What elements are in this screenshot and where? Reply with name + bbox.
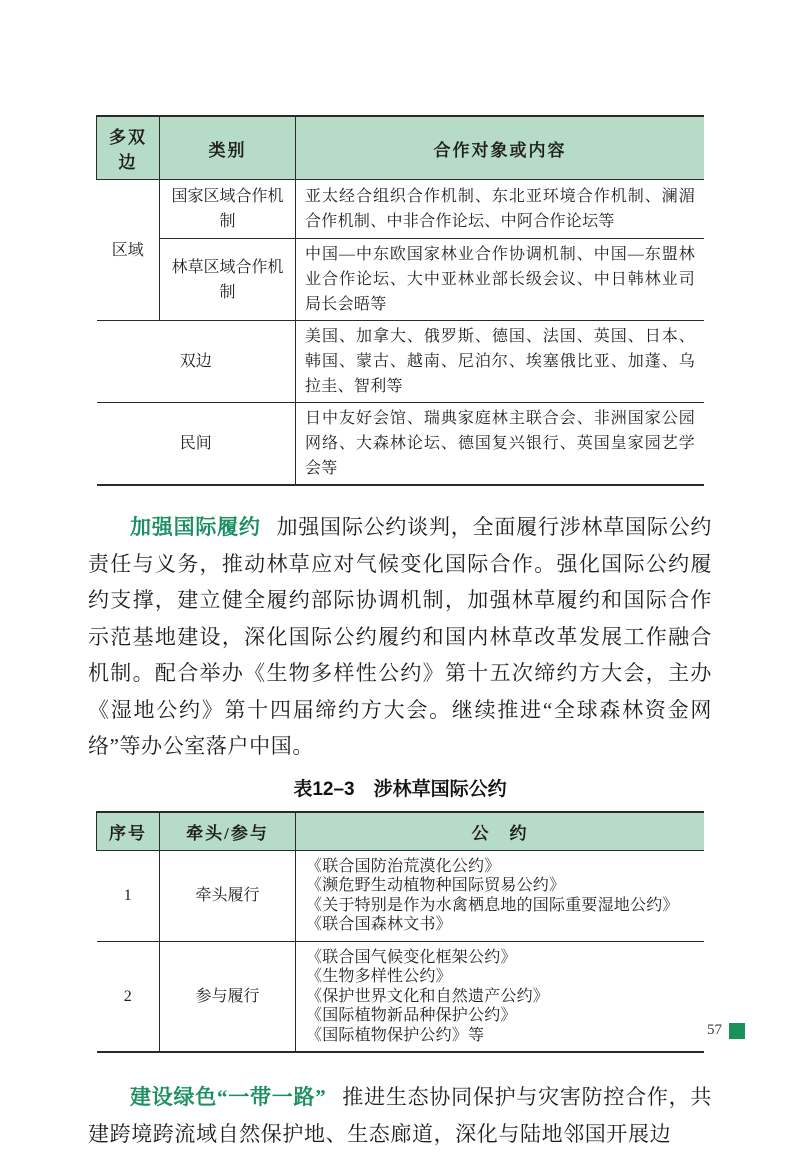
category-cell: 林草区域合作机制 bbox=[160, 239, 296, 321]
table-row-regional-national bbox=[97, 180, 705, 239]
table-row-lead-compliance bbox=[97, 850, 705, 941]
content-cell: 亚太经合组织合作机制、东北亚环境合作机制、澜湄合作机制、中非合作论坛、中阿合作论坛等 bbox=[296, 180, 705, 239]
conventions-list-cell bbox=[296, 941, 705, 1052]
convention-item: 《联合国森林文书》 bbox=[306, 916, 452, 933]
cooperation-table-header-row bbox=[97, 116, 705, 180]
paragraph-body: 加强国际公约谈判，全面履行涉林草国际公约责任与义务，推动林草应对气候变化国际合作。强化国际公约履约支撑，建立健全履约部际协调机制，加强林草履约和国际合作示范基地建设，深化国际公约履约和国内林草改革发展工作融合机制。配合举办《生物多样性公约》第十五次缔约方大会，主办《湿地公约》第十四届缔约方大会。继续推进“全球森林资金网络”等办公室落户中国。 bbox=[88, 515, 712, 758]
conventions-list-cell bbox=[296, 850, 705, 941]
paragraph-heading: 加强国际履约 bbox=[130, 515, 261, 539]
convention-item: 《联合国防治荒漠化公约》 bbox=[306, 857, 501, 875]
convention-item: 《保护世界文化和自然遗产公约》 bbox=[306, 987, 550, 1005]
convention-item: 《国际植物新品种保护公约》 bbox=[306, 1007, 517, 1024]
content-cell: 美国、加拿大、俄罗斯、德国、法国、英国、日本、韩国、蒙古、越南、尼泊尔、埃塞俄比亚、加蓬、乌拉圭、智利等 bbox=[296, 321, 705, 403]
convention-item: 《联合国气候变化框架公约》 bbox=[306, 948, 517, 966]
convention-item: 《关于特别是作为水禽栖息地的国际重要湿地公约》 bbox=[306, 896, 679, 914]
table-row-bilateral bbox=[97, 321, 705, 403]
conventions-table-header-row bbox=[97, 812, 705, 851]
table-row-civil bbox=[97, 403, 705, 486]
content-cell: 中国—中东欧国家林业合作协调机制、中国—东盟林业合作论坛、大中亚林业部长级会议、中日韩林业司局长会晤等 bbox=[296, 239, 705, 321]
role-cell: 牵头履行 bbox=[160, 850, 296, 941]
category-cell: 国家区域合作机制 bbox=[160, 180, 296, 239]
convention-item: 《濒危野生动植物种国际贸易公约》 bbox=[306, 877, 566, 894]
role-cell: 参与履行 bbox=[160, 941, 296, 1052]
paragraph-body: 推进生态协同保护与灾害防控合作，共建跨境跨流域自然保护地、生态廊道，深化与陆地邻国开展边 bbox=[88, 1085, 713, 1146]
table-row-regional-forestry bbox=[97, 239, 705, 321]
convention-item: 《生物多样性公约》 bbox=[306, 968, 452, 985]
bilateral-label-cell: 双边 bbox=[97, 321, 296, 403]
paragraph-heading: 建设绿色“一带一路” bbox=[130, 1085, 327, 1109]
conventions-header-convention: 公 约 bbox=[296, 812, 705, 851]
cooperation-table bbox=[96, 115, 704, 486]
paragraph-international-compliance bbox=[88, 509, 712, 765]
conventions-table bbox=[96, 811, 704, 1054]
row-number-cell: 2 bbox=[97, 941, 160, 1052]
page-number: 57 bbox=[707, 1022, 722, 1038]
civil-label-cell: 民间 bbox=[97, 403, 296, 486]
table-row-participating-compliance bbox=[97, 941, 705, 1052]
conventions-header-role: 牵头/参与 bbox=[160, 812, 296, 851]
paragraph-green-belt-and-road bbox=[88, 1079, 712, 1152]
cooperation-header-multibilateral: 多双边 bbox=[97, 116, 160, 180]
cooperation-header-category: 类别 bbox=[160, 116, 296, 180]
region-label-cell: 区域 bbox=[97, 180, 160, 321]
page-marker-square bbox=[729, 1023, 745, 1039]
cooperation-header-content: 合作对象或内容 bbox=[296, 116, 705, 180]
content-cell: 日中友好会馆、瑞典家庭林主联合会、非洲国家公园网络、大森林论坛、德国复兴银行、英国皇家园艺学会等 bbox=[305, 410, 695, 477]
row-number-cell: 1 bbox=[97, 850, 160, 941]
conventions-header-no: 序号 bbox=[97, 812, 160, 851]
page-footer bbox=[707, 1022, 745, 1039]
table-12-3-title: 表12–3 涉林草国际公约 bbox=[293, 778, 507, 800]
convention-item: 《国际植物保护公约》等 bbox=[306, 1026, 485, 1044]
document-page-content bbox=[88, 0, 712, 1152]
